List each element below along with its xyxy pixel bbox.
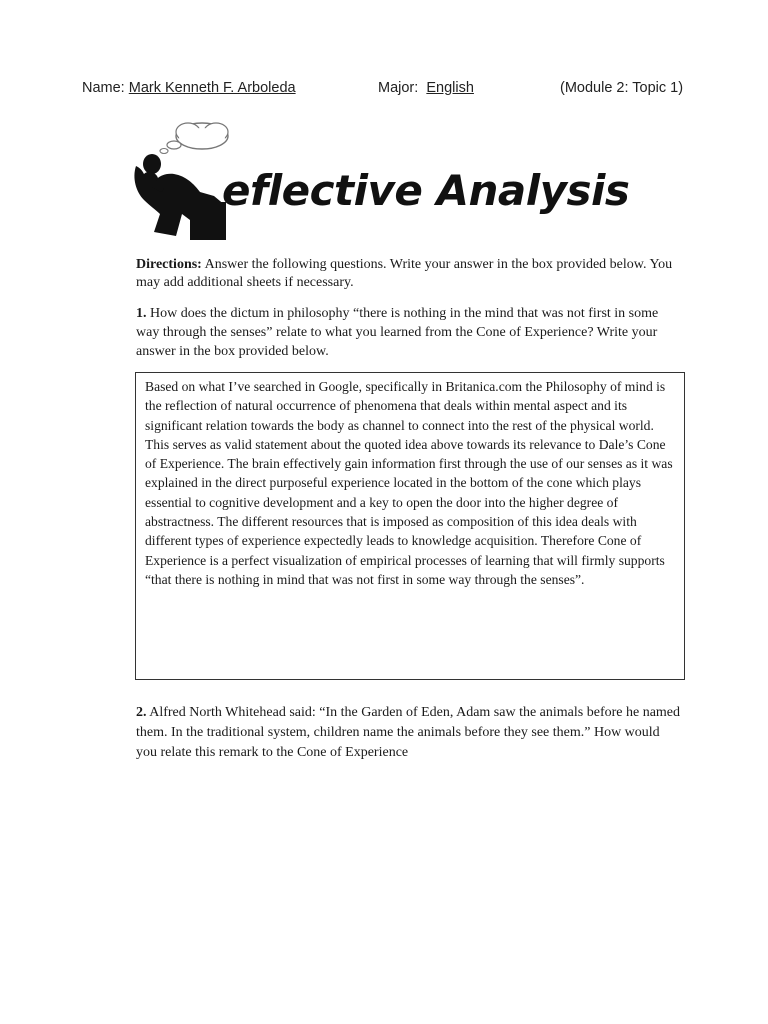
question-1-number: 1. xyxy=(136,306,147,321)
name-value: Mark Kenneth F. Arboleda xyxy=(128,80,296,96)
answer-box-1 xyxy=(135,372,685,680)
module-label: (Module 2: Topic 1) xyxy=(560,80,684,96)
directions xyxy=(136,256,676,292)
directions-text: Answer the following questions. Write your answer in the box provided below. You may add additional sheets if necessary. xyxy=(136,257,673,290)
major-value: English xyxy=(426,80,474,96)
question-2-text: Alfred North Whitehead said: “In the Garden of Eden, Adam saw the animals before he named them. In the traditional system, children name the animals before they see them.” How would you relate this remark to the Cone of Experience xyxy=(136,705,681,760)
name-label: Name: xyxy=(82,80,125,96)
page-title: eflective Analysis xyxy=(222,166,630,215)
title-banner xyxy=(130,118,650,248)
major-label: Major: xyxy=(378,80,419,96)
answer-1-text: Based on what I’ve searched in Google, specifically in Britanica.com the Philosophy of mind is the reflection of natural occurrence of phenomena that deals within mental aspect and its significant relation towards the body as channel to connect into the rest of the physical world. This serves as valid statement about the quoted idea above towards its relevance to Dale’s Cone of Experience. The brain effectively gain information first through the use of our senses as it was explained in the direct purposeful experience located in the bottom of the cone which plays essential to cognitive development and a key to open the door into the higher degree of abstractness. The different resources that is imposed as composition of this idea deals with different types of experience expectedly leads to knowledge acquisition. Therefore Cone of Experience is a perfect visualization of empirical processes of learning that will firmly supports “that there is nothing in mind that was not first in some way through the senses”. xyxy=(145,379,673,587)
header-row xyxy=(82,80,692,102)
major-field xyxy=(378,80,474,96)
question-1 xyxy=(136,304,681,361)
directions-label: Directions: xyxy=(136,257,202,272)
question-2 xyxy=(136,703,681,763)
question-2-number: 2. xyxy=(136,705,147,720)
name-field xyxy=(82,80,296,96)
question-1-text: How does the dictum in philosophy “there is nothing in the mind that was not first in some way through the senses” relate to what you learned from the Cone of Experience? Write your answer in the box provided below. xyxy=(136,306,659,359)
